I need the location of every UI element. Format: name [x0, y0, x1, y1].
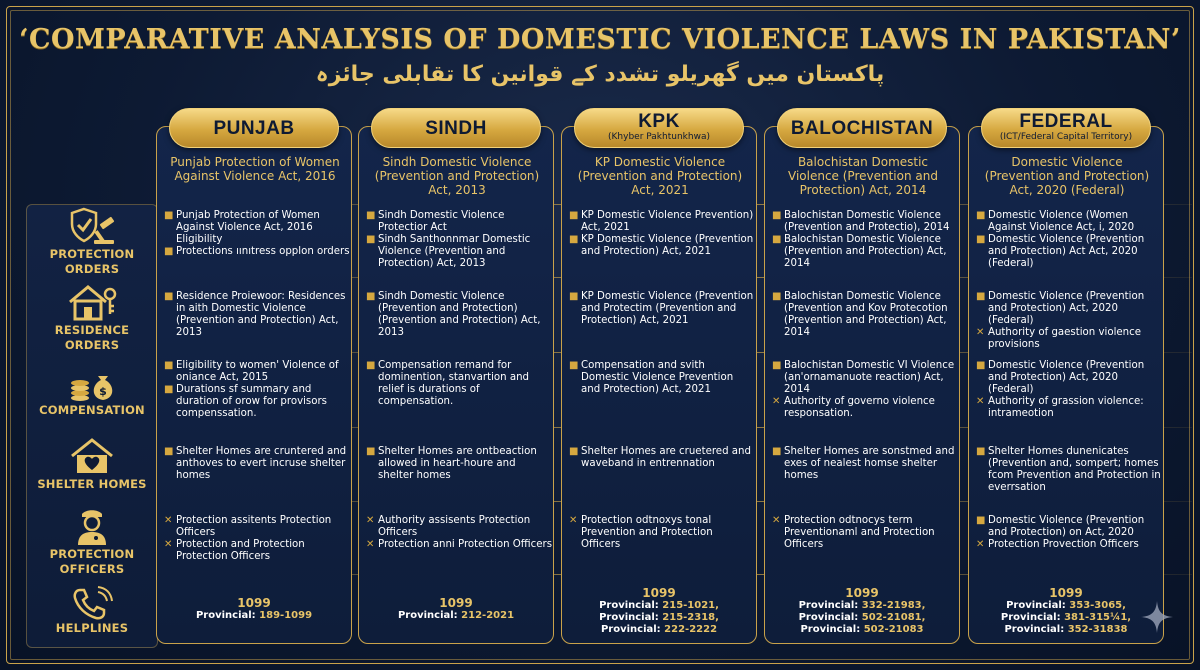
list-item [772, 291, 958, 339]
cell-protection-orders [772, 210, 958, 270]
page-subtitle-urdu: پاکستان میں گھریلو تشدد کے قوانین کا تقابلی جائزہ [315, 62, 885, 87]
list-item [976, 396, 1162, 420]
cross-bullet-icon: ✕ [976, 539, 985, 550]
list-item [164, 246, 350, 258]
square-bullet-icon: ■ [366, 210, 376, 221]
list-item-text: KP Domestic Violence (Prevention and Protectim (Prevention and Protection) Act, 2021 [581, 291, 754, 326]
list-item [772, 446, 958, 482]
list-item [164, 446, 350, 482]
cell-protection-officers [976, 515, 1162, 551]
officer-icon [64, 506, 120, 546]
act-title: Punjab Protection of Women Against Violence Act, 2016 [170, 155, 340, 183]
list-item [569, 446, 755, 470]
helpline-block [358, 596, 554, 622]
provincial-helpline [968, 600, 1164, 612]
cross-bullet-icon: ✕ [366, 515, 375, 526]
provincial-label: Provincial: [600, 624, 661, 635]
category-label: COMPENSATION [39, 403, 145, 417]
cell-compensation [976, 360, 1162, 420]
provincial-label: Provincial: [195, 610, 256, 621]
square-bullet-icon: ■ [164, 360, 174, 371]
provincial-label: Provincial: [599, 612, 659, 623]
cell-protection-officers [164, 515, 350, 563]
list-item-text: Protection and Protection Protection Officers [176, 539, 305, 562]
provincial-number: 381-315¼1, [1064, 612, 1132, 623]
list-item-text: Shelter Homes dunenicates (Prevention and, sompert; homes fcom Prevention and Protection in everrsation [988, 446, 1161, 493]
list-item-text: Compensation and svith Domestic Violence Prevention and Protection) Act, 2021 [581, 360, 734, 395]
provincial-label: Provincial: [798, 600, 859, 611]
province-name: BALOCHISTAN [790, 118, 934, 139]
category-label: PROTECTION [49, 247, 135, 261]
square-bullet-icon: ■ [164, 291, 174, 302]
list-item [772, 210, 958, 234]
provincial-helpline [764, 600, 960, 612]
list-item-text: Shelter Homes are sonstmed and exes of nealest homse shelter homes [784, 446, 955, 481]
province-name: FEDERAL [1019, 111, 1113, 132]
category-label: RESIDENCE [54, 323, 130, 337]
cell-compensation [366, 360, 552, 408]
list-item [976, 360, 1162, 396]
cell-protection-officers [772, 515, 958, 551]
provincial-helpline [764, 612, 960, 624]
helpline-number: 1099 [237, 596, 271, 610]
list-item [976, 515, 1162, 539]
helpline-number: 1099 [845, 586, 879, 600]
list-item-text: Authority of grassion violence: intrameotion [988, 396, 1144, 419]
list-item [569, 515, 755, 551]
square-bullet-icon: ■ [772, 234, 782, 245]
category-shelter-homes [26, 436, 158, 491]
cell-protection-officers [366, 515, 552, 551]
category-label: ORDERS [64, 262, 120, 276]
list-item-text: Protection odtnoxys tonal Prevention and Protection Officers [581, 515, 713, 550]
square-bullet-icon: ■ [569, 234, 579, 245]
provincial-number: 215-1021, [662, 600, 719, 611]
list-item-text: Shelter Homes are ontbeaction allowed in heart-houre and shelter homes [378, 446, 537, 481]
square-bullet-icon: ■ [569, 360, 579, 371]
cell-protection-orders [569, 210, 755, 258]
province-name: PUNJAB [213, 118, 295, 139]
list-item [569, 360, 755, 396]
provincial-label: Provincial: [397, 610, 458, 621]
phone-icon [64, 586, 120, 620]
square-bullet-icon: ■ [569, 210, 579, 221]
square-bullet-icon: ■ [366, 360, 376, 371]
cell-compensation [772, 360, 958, 420]
province-header-balochistan [777, 108, 947, 148]
square-bullet-icon: ■ [164, 384, 174, 395]
province-header-punjab [169, 108, 339, 148]
list-item [772, 234, 958, 270]
provincial-label: Provincial: [1000, 612, 1061, 623]
list-item [976, 210, 1162, 234]
category-label: OFFICERS [59, 562, 125, 576]
provincial-number: 352-31838 [1067, 624, 1128, 635]
list-item-text: Authority of governo violence responsation. [784, 396, 935, 419]
square-bullet-icon: ■ [366, 234, 376, 245]
helpline-number: 1099 [439, 596, 473, 610]
province-header-federal [981, 108, 1151, 148]
provincial-helpline [561, 612, 757, 624]
provincial-number: 215-2318, [662, 612, 719, 623]
category-label: SHELTER HOMES [37, 477, 147, 491]
list-item [164, 360, 350, 384]
list-item-text: Domestic Violence (Prevention and Protection) on Act, 2020 [988, 515, 1145, 538]
list-item [366, 446, 552, 482]
act-title: KP Domestic Violence (Prevention and Protection) Act, 2021 [577, 155, 743, 197]
cross-bullet-icon: ✕ [772, 396, 781, 407]
list-item-text: Domestic Violence (Prevention and Protection) Act, 2020 (Federal) [988, 291, 1145, 326]
helpline-block [764, 586, 960, 636]
cell-residence-orders [976, 291, 1162, 351]
list-item-text: Balochistan Domestic Violence (Prevention and Protection) Act, 2014 [784, 234, 947, 269]
list-item-text: Punjab Protection of Women Against Violence Act, 2016 Eligibility [176, 210, 320, 245]
square-bullet-icon: ■ [164, 246, 174, 257]
category-helplines [26, 586, 158, 635]
list-item-text: Residence Proiewoor: Residences in aith Domestic Violence (Prevention and Protection) Act, 2013 [176, 291, 346, 338]
list-item [772, 515, 958, 551]
list-item-text: Balochistan Domestic Violence (Prevention and Kov Protecotion (Prevention and Protection) Act, 2014 [784, 291, 948, 338]
square-bullet-icon: ■ [164, 446, 174, 457]
helpline-block [561, 586, 757, 636]
cross-bullet-icon: ✕ [772, 515, 781, 526]
house-heart-icon [64, 436, 120, 476]
cell-shelter-homes [772, 446, 958, 482]
cell-residence-orders [772, 291, 958, 339]
helpline-number: 1099 [1049, 586, 1083, 600]
list-item [366, 291, 552, 339]
act-title: Domestic Violence (Prevention and Protection) Act, 2020 (Federal) [984, 155, 1150, 197]
list-item-text: Domestic Violence (Women Against Violence Act, i, 2020 [988, 210, 1135, 233]
provincial-label: Provincial: [1004, 624, 1065, 635]
cell-shelter-homes [569, 446, 755, 470]
list-item [366, 360, 552, 408]
list-item-text: Sindh Santhonnmar Domestic Violence (Prevention and Protection) Act, 2013 [378, 234, 531, 269]
helpline-number: 1099 [642, 586, 676, 600]
helpline-block [968, 586, 1164, 636]
cross-bullet-icon: ✕ [569, 515, 578, 526]
provincial-label: Provincial: [798, 612, 859, 623]
square-bullet-icon: ■ [772, 210, 782, 221]
provincial-helpline [561, 624, 757, 636]
list-item-text: Balochistan Domestic VI Violence (an'ornamanuote reaction) Act, 2014 [784, 360, 955, 395]
helpline-block [156, 596, 352, 622]
act-title: Balochistan Domestic Violence (Prevention and Protection) Act, 2014 [788, 155, 938, 197]
provincial-label: Provincial: [1006, 600, 1066, 611]
list-item [569, 234, 755, 258]
square-bullet-icon: ■ [976, 515, 986, 526]
list-item-text: Protection Provection Officers [988, 539, 1139, 550]
provincial-number: 502-21081, [861, 612, 926, 623]
provincial-label: Provincial: [599, 600, 659, 611]
list-item-text: Protections ıınıtress opplon orders [176, 246, 350, 257]
list-item [366, 234, 552, 270]
list-item [976, 539, 1162, 551]
square-bullet-icon: ■ [569, 446, 579, 457]
list-item-text: Domestic Violence (Prevention and Protection) Act, 2020 (Federal) [988, 360, 1145, 395]
provincial-helpline [764, 624, 960, 636]
list-item-text: Sindh Domestic Violence Protectior Act [378, 210, 505, 233]
list-item [164, 515, 350, 539]
province-name: KPK [638, 111, 680, 132]
list-item [164, 291, 350, 339]
provincial-helpline [968, 612, 1164, 624]
list-item [164, 539, 350, 563]
list-item-text: Domestic Violence (Prevention and Protection) Act Act, 2020 (Federal) [988, 234, 1145, 269]
cell-residence-orders [164, 291, 350, 339]
cell-protection-orders [164, 210, 350, 258]
list-item-text: KP Domestic Violence Prevention) Act, 2021 [581, 210, 754, 233]
square-bullet-icon: ■ [366, 291, 376, 302]
category-protection-officers [26, 506, 158, 576]
cell-protection-orders [976, 210, 1162, 270]
province-header-kpk [574, 108, 744, 148]
list-item-text: Protection odtnocys term Preventionaml and Protection Officers [784, 515, 935, 550]
list-item [569, 291, 755, 327]
square-bullet-icon: ■ [164, 210, 174, 221]
provincial-number: 212-2021 [461, 610, 515, 621]
cross-bullet-icon: ✕ [976, 396, 985, 407]
square-bullet-icon: ■ [976, 210, 986, 221]
category-label: HELPLINES [55, 621, 129, 635]
square-bullet-icon: ■ [772, 360, 782, 371]
cell-compensation [569, 360, 755, 396]
category-label: PROTECTION [49, 547, 135, 561]
province-name: SINDH [425, 118, 487, 139]
act-title: Sindh Domestic Violence (Prevention and Protection) Act, 2013 [374, 155, 540, 197]
list-item [976, 446, 1162, 494]
list-item-text: Shelter Homes are cruetered and waveband in entrennation [581, 446, 751, 469]
list-item [772, 360, 958, 396]
square-bullet-icon: ■ [976, 234, 986, 245]
list-item-text: Authority of gaestion violence provisions [988, 327, 1142, 350]
money-bag-coins-icon [64, 368, 120, 402]
provincial-helpline [968, 624, 1164, 636]
list-item-text: KP Domestic Violence (Prevention and Protection) Act, 2021 [581, 234, 754, 257]
cross-bullet-icon: ✕ [164, 539, 173, 550]
list-item [772, 396, 958, 420]
provincial-helpline [156, 610, 352, 622]
provincial-helpline [561, 600, 757, 612]
list-item-text: Shelter Homes are cruntered and anthoves to evert incruse shelter homes [176, 446, 347, 481]
square-bullet-icon: ■ [976, 446, 986, 457]
provincial-number: 332-21983, [861, 600, 926, 611]
provincial-number: 222-2222 [664, 624, 718, 635]
cell-residence-orders [366, 291, 552, 339]
list-item-text: Sindh Domestic Violence (Prevention and Protection) (Prevention and Protection) Act, 2013 [378, 291, 541, 338]
cell-compensation [164, 360, 350, 420]
square-bullet-icon: ■ [569, 291, 579, 302]
square-bullet-icon: ■ [772, 446, 782, 457]
square-bullet-icon: ■ [772, 291, 782, 302]
provincial-number: 189-1099 [259, 610, 313, 621]
list-item [976, 291, 1162, 327]
cross-bullet-icon: ✕ [366, 539, 375, 550]
square-bullet-icon: ■ [976, 291, 986, 302]
category-compensation [26, 368, 158, 417]
list-item [366, 210, 552, 234]
list-item-text: Protection anni Protection Officers [378, 539, 553, 550]
svg-text:$: $ [99, 385, 107, 398]
list-item [366, 515, 552, 539]
province-subname: (Khyber Pakhtunkhwa) [608, 132, 710, 142]
provincial-helpline [358, 610, 554, 622]
cell-shelter-homes [366, 446, 552, 482]
cell-shelter-homes [976, 446, 1162, 494]
category-label: ORDERS [64, 338, 120, 352]
list-item [976, 234, 1162, 270]
province-header-sindh [371, 108, 541, 148]
cross-bullet-icon: ✕ [976, 327, 985, 338]
house-key-icon [64, 282, 120, 322]
cell-protection-officers [569, 515, 755, 551]
sparkle-icon [1140, 600, 1174, 634]
list-item [976, 327, 1162, 351]
province-subname: (ICT/Federal Capital Territory) [999, 132, 1133, 142]
list-item-text: Authority assisents Protection Officers [378, 515, 531, 538]
square-bullet-icon: ■ [366, 446, 376, 457]
provincial-number: 502-21083 [863, 624, 924, 635]
list-item [366, 539, 552, 551]
square-bullet-icon: ■ [976, 360, 986, 371]
shield-gavel-icon [64, 206, 120, 246]
category-protection-orders [26, 206, 158, 276]
cross-bullet-icon: ✕ [164, 515, 173, 526]
provincial-label: Provincial: [800, 624, 861, 635]
cell-residence-orders [569, 291, 755, 327]
list-item-text: Durations sf summary and duration of orow for provisors compenssation. [176, 384, 327, 419]
list-item [164, 210, 350, 246]
list-item-text: Compensation remand for dominention, stanvartion and relief is durations of compensation. [378, 360, 530, 407]
list-item-text: Balochistan Domestic Violence (Prevention and Protectio), 2014 [784, 210, 950, 233]
list-item-text: Eligibility to women' Violence of oniance Act, 2015 [176, 360, 339, 383]
category-residence-orders [26, 282, 158, 352]
cell-protection-orders [366, 210, 552, 270]
list-item [164, 384, 350, 420]
page-title: ‘COMPARATIVE ANALYSIS OF DOMESTIC VIOLENCE LAWS IN PAKISTAN’ [19, 24, 1181, 55]
list-item-text: Protection assitents Protection Officers [176, 515, 332, 538]
cell-shelter-homes [164, 446, 350, 482]
provincial-number: 353-3065, [1069, 600, 1126, 611]
list-item [569, 210, 755, 234]
